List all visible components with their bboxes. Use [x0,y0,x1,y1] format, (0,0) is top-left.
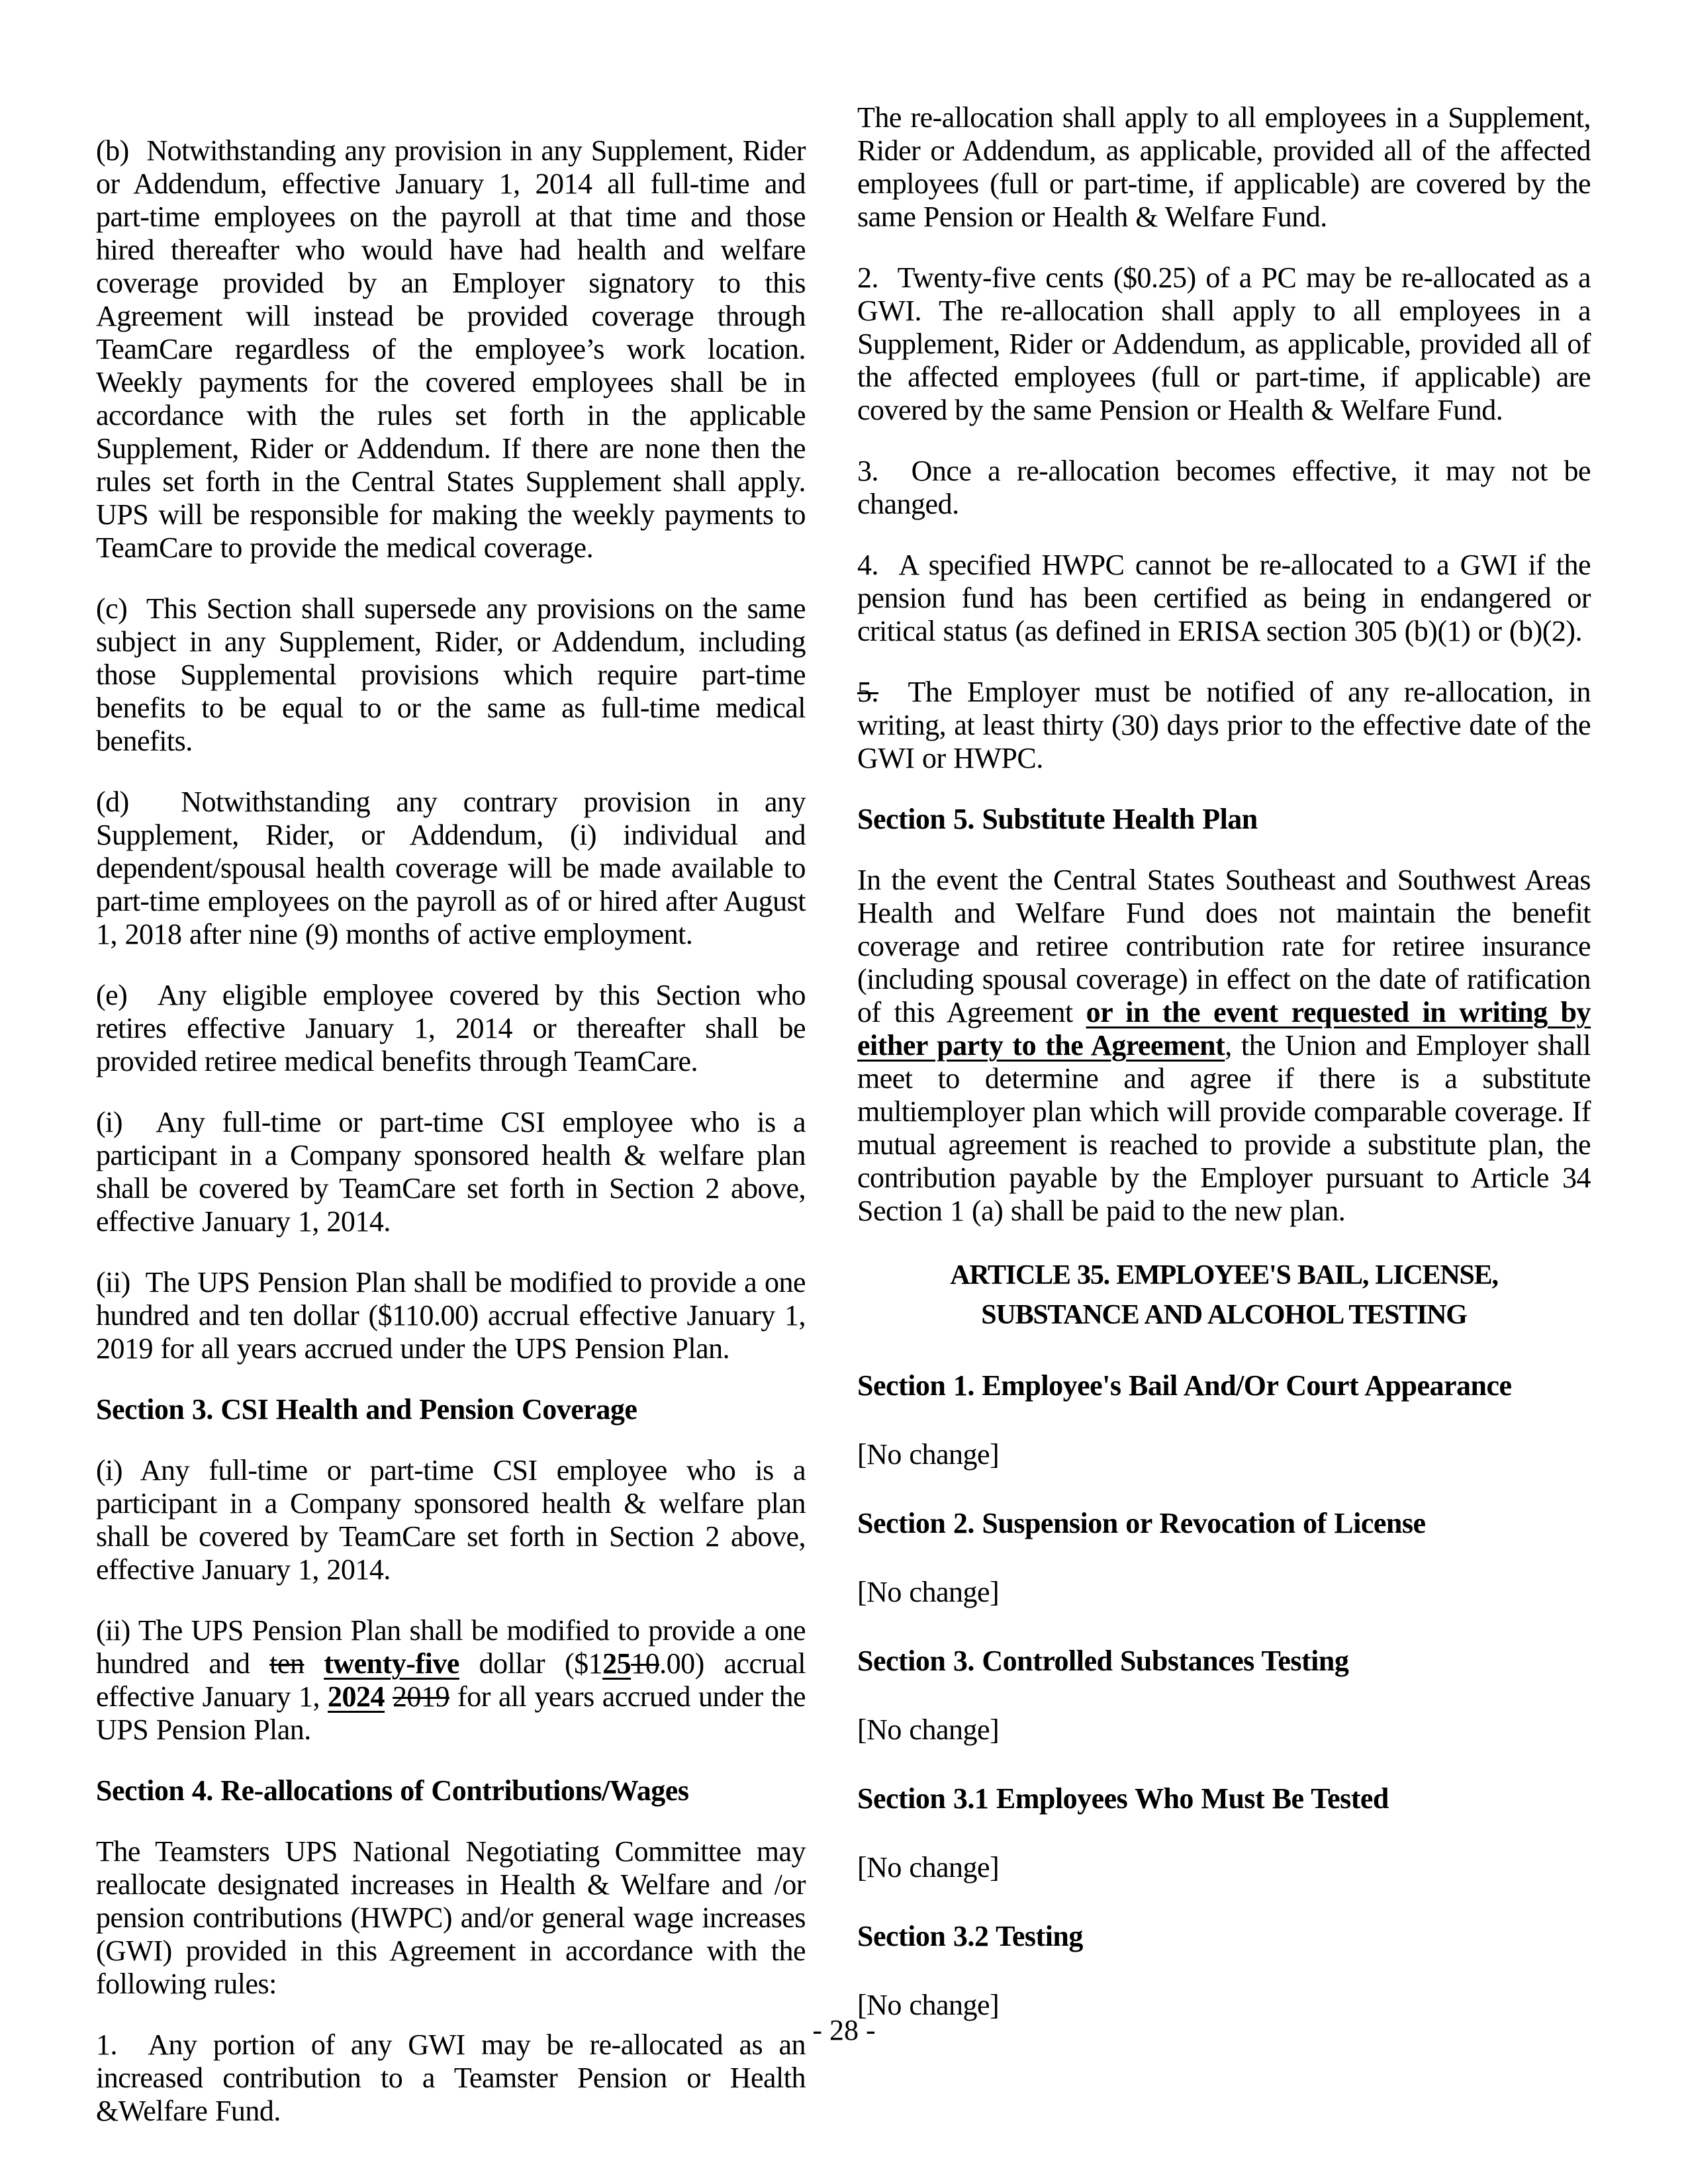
text-run: for all years accrued under the UPS Pension Plan. [96,1680,806,1746]
section-heading [857,1369,1591,1402]
paragraph [96,1106,806,1238]
text-run: Section 4. Re-allocations of Contributions/Wages [96,1774,689,1807]
text-run: dollar ($1 [459,1647,603,1680]
text-run: In the event the Central States Southeast and Southwest Areas Health and Welfare Fund does not maintain the benefit coverage and retiree contribution rate for retiree insurance (including spousal coverage) in effect on the date of ratification of this Agreement [857,864,1591,1028]
text-run: [No change] [857,1851,1000,1884]
text-run: (i) Any full-time or part-time CSI employee who is a participant in a Company sponsored health & welfare plan shall be covered by TeamCare set forth in Section 2 above, effective January 1, 2014. [96,1454,806,1586]
paragraph [857,676,1591,775]
struck-text-run: 2019 [393,1680,450,1713]
section-heading [857,803,1591,836]
struck-text-run: 10 [631,1647,660,1680]
inserted-text-run: 25 [602,1647,632,1680]
paragraph [96,592,806,758]
text-run: 1. Any portion of any GWI may be re-allocated as an increased contribution to a Teamster Pension or Health &Welfare Fund. [96,2028,806,2127]
text-run: Section 3. CSI Health and Pension Coverage [96,1393,637,1426]
paragraph [96,979,806,1078]
text-run: (ii) The UPS Pension Plan shall be modified to provide a one hundred and ten dollar ($110.00) accrual effective January 1, 2019 for all years accrued under the UPS Pension Plan. [96,1266,806,1365]
section-heading [857,1507,1591,1540]
section-heading [857,1920,1591,1953]
inserted-text-run: twenty-five [324,1647,459,1680]
text-run: Section 1. Employee's Bail And/Or Court Appearance [857,1369,1512,1402]
paragraph [96,1835,806,2001]
text-run: 4. A specified HWPC cannot be re-allocated to a GWI if the pension fund has been certified as being in endangered or critical status (as defined in ERISA section 305 (b)(1) or (b)(2). [857,549,1591,647]
struck-text-run: ten [269,1647,305,1680]
text-run: The Employer must be notified of any re-allocation, in writing, at least thirty (30) days prior to the effective date of the GWI or HWPC. [857,676,1591,774]
no-change-line [857,1438,1591,1471]
text-run: 2. Twenty-five cents ($0.25) of a PC may be re-allocated as a GWI. The re-allocation shall apply to all employees in a Supplement, Rider or Addendum, as applicable, provided all of the affected employees (full or part-time, if applicable) are covered by the same Pension or Health & Welfare Fund. [857,261,1591,426]
text-run: 3. Once a re-allocation becomes effective, it may not be changed. [857,455,1591,520]
paragraph [96,1266,806,1365]
text-run: Section 2. Suspension or Revocation of License [857,1507,1426,1539]
paragraph [857,549,1591,648]
text-run: SUBSTANCE AND ALCOHOL TESTING [981,1300,1467,1330]
no-change-line [857,1851,1591,1884]
left-column [96,134,806,2156]
text-run: [No change] [857,1713,1000,1746]
text-run: Section 5. Substitute Health Plan [857,803,1258,835]
inserted-text-run: 2024 [328,1680,385,1713]
text-run: [No change] [857,1438,1000,1471]
text-run: [No change] [857,1576,1000,1608]
paragraph [96,1614,806,1747]
text-run: [No change] [857,1989,1000,2021]
text-run: The re-allocation shall apply to all employees in a Supplement, Rider or Addendum, as applicable, provided all of the affected employees (full or part-time, if applicable) are covered by the same Pension or Health & Welfare Fund. [857,101,1591,233]
paragraph [857,101,1591,234]
paragraph [857,261,1591,427]
text-run: Section 3.1 Employees Who Must Be Tested [857,1782,1389,1815]
text-run: (ii) The UPS Pension Plan shall be modified to provide a one hundred and [96,1614,806,1680]
text-run: ARTICLE 35. EMPLOYEE'S BAIL, LICENSE, [950,1260,1498,1291]
text-run: (i) Any full-time or part-time CSI employee who is a participant in a Company sponsored health & welfare plan shall be covered by TeamCare set forth in Section 2 above, effective January 1, 2014. [96,1106,806,1238]
inserted-text-run: or in the event requested in writing by either party to the Agreement [857,996,1591,1062]
text-run [385,1680,393,1713]
section-heading [857,1645,1591,1678]
text-run: (b) Notwithstanding any provision in any Supplement, Rider or Addendum, effective January 1, 2014 all full-time and part-time employees on the payroll at that time and those hired thereafter who would have had health and welfare coverage provided by an Employer signatory to this Agreement will instead be provided coverage through TeamCare regardless of the employee’s work location. Weekly payments for the covered employees shall be in accordance with the rules set forth in the applicable Supplement, Rider or Addendum. If there are none then the rules set forth in the Central States Supplement shall apply. UPS will be responsible for making the weekly payments to TeamCare to provide the medical coverage. [96,134,806,564]
section-heading [96,1774,806,1807]
right-column [857,101,1591,2058]
text-run: The Teamsters UPS National Negotiating Committee may reallocate designated increases in Health & Welfare and /or pension contributions (HWPC) and/or general wage increases (GWI) provided in this Agreement in accordance with the following rules: [96,1835,806,2000]
no-change-line [857,1576,1591,1609]
article-heading [857,1255,1591,1335]
page-number: - 28 - [812,2014,876,2046]
paragraph [857,864,1591,1228]
section-heading [96,1393,806,1426]
text-run: (d) Notwithstanding any contrary provision in any Supplement, Rider, or Addendum, (i) individual and dependent/spousal health coverage will be made available to part-time employees on the payroll as of or hired after August 1, 2018 after nine (9) months of active employment. [96,786,806,950]
text-run: .00) accrual effective January 1, [96,1647,806,1713]
text-run: (e) Any eligible employee covered by this Section who retires effective January 1, 2014 or thereafter shall be provided retiree medical benefits through TeamCare. [96,979,806,1077]
section-heading [857,1782,1591,1815]
text-run [304,1647,324,1680]
no-change-line [857,1713,1591,1747]
text-run: , the Union and Employer shall meet to determine and agree if there is a substitute multiemployer plan which will provide comparable coverage. If mutual agreement is reached to provide a substitute plan, the contribution payable by the Employer pursuant to Article 34 Section 1 (a) shall be paid to the new plan. [857,1029,1591,1227]
paragraph [96,134,806,565]
paragraph [857,455,1591,521]
paragraph [96,1454,806,1586]
paragraph [96,786,806,951]
text-run: Section 3.2 Testing [857,1920,1083,1952]
text-run: Section 3. Controlled Substances Testing [857,1645,1349,1677]
struck-text-run: 5. [857,676,878,708]
text-run: (c) This Section shall supersede any provisions on the same subject in any Supplement, Rider, or Addendum, including those Supplemental provisions which require part-time benefits to be equal to or the same as full-time medical benefits. [96,592,806,757]
